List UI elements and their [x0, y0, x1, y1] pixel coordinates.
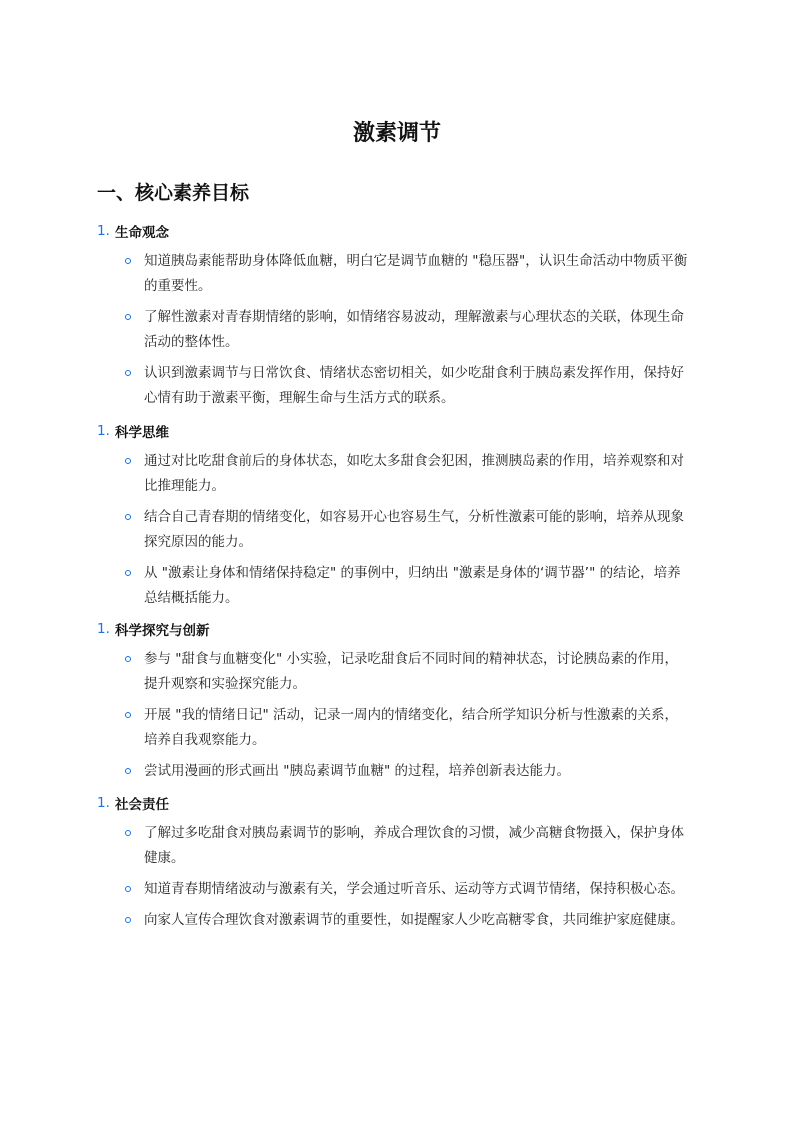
- hollow-circle-bullet-icon: [125, 768, 131, 774]
- hollow-circle-bullet-icon: [125, 458, 131, 464]
- hollow-circle-bullet-icon: [125, 258, 131, 264]
- list-item-text: 从 "激素让身体和情绪保持稳定" 的事例中，归纳出 "激素是身体的‘调节器’" 的结论，培养总结概括能力。: [144, 565, 681, 606]
- list-item: [97, 759, 690, 784]
- list-item-text: 向家人宣传合理饮食对激素调节的重要性，如提醒家人少吃高糖零食，共同维护家庭健康。: [144, 912, 684, 928]
- list-item-text: 了解过多吃甜食对胰岛素调节的影响，养成合理饮食的习惯，减少高糖食物摄入，保护身体健康。: [144, 825, 684, 866]
- list-number: 1.: [97, 621, 110, 637]
- objective-group-life-concept: [97, 219, 697, 411]
- hollow-circle-bullet-icon: [125, 370, 131, 376]
- group-label: 生命观念: [115, 225, 169, 241]
- objective-group-scientific-thinking: [97, 419, 697, 611]
- list-item-text: 知道胰岛素能帮助身体降低血糖，明白它是调节血糖的 "稳压器"，认识生命活动中物质平衡的重要性。: [144, 253, 688, 294]
- section-heading: 一、核心素养目标: [97, 182, 250, 204]
- objective-group-inquiry-innovation: [97, 617, 697, 784]
- list-item: [97, 249, 690, 299]
- list-item: [97, 561, 690, 611]
- list-item-text: 结合自己青春期的情绪变化，如容易开心也容易生气，分析性激素可能的影响，培养从现象探究原因的能力。: [144, 509, 684, 550]
- list-item-text: 尝试用漫画的形式画出 "胰岛素调节血糖" 的过程，培养创新表达能力。: [144, 763, 571, 779]
- objective-group-social-responsibility: [97, 791, 697, 933]
- hollow-circle-bullet-icon: [125, 712, 131, 718]
- list-number: 1.: [97, 223, 110, 239]
- objective-list: [97, 821, 697, 933]
- group-label: 社会责任: [115, 797, 169, 813]
- list-item: [97, 647, 690, 697]
- list-number: 1.: [97, 795, 110, 811]
- list-item-text: 了解性激素对青春期情绪的影响，如情绪容易波动，理解激素与心理状态的关联，体现生命活动的整体性。: [144, 309, 684, 350]
- objective-list: [97, 647, 697, 784]
- list-item: [97, 505, 690, 555]
- hollow-circle-bullet-icon: [125, 656, 131, 662]
- list-item: [97, 449, 690, 499]
- list-item-text: 知道青春期情绪波动与激素有关，学会通过听音乐、运动等方式调节情绪，保持积极心态。: [144, 881, 684, 897]
- group-label: 科学探究与创新: [115, 623, 210, 639]
- group-label: 科学思维: [115, 425, 169, 441]
- hollow-circle-bullet-icon: [125, 917, 131, 923]
- group-title: [97, 617, 697, 641]
- hollow-circle-bullet-icon: [125, 570, 131, 576]
- list-number: 1.: [97, 423, 110, 439]
- hollow-circle-bullet-icon: [125, 886, 131, 892]
- list-item: [97, 703, 690, 753]
- list-item: [97, 877, 690, 902]
- document-title: 激素调节: [352, 121, 441, 146]
- list-item-text: 认识到激素调节与日常饮食、情绪状态密切相关，如少吃甜食利于胰岛素发挥作用，保持好心情有助于激素平衡，理解生命与生活方式的联系。: [144, 365, 684, 406]
- group-title: [97, 219, 697, 243]
- objective-list: [97, 249, 697, 411]
- list-item: [97, 908, 690, 933]
- hollow-circle-bullet-icon: [125, 830, 131, 836]
- group-title: [97, 791, 697, 815]
- list-item: [97, 361, 690, 411]
- list-item-text: 开展 "我的情绪日记" 活动，记录一周内的情绪变化，结合所学知识分析与性激素的关系，培养自我观察能力。: [144, 707, 679, 748]
- list-item: [97, 821, 690, 871]
- hollow-circle-bullet-icon: [125, 314, 131, 320]
- list-item: [97, 305, 690, 355]
- objective-list: [97, 449, 697, 611]
- list-item-text: 参与 "甜食与血糖变化" 小实验，记录吃甜食后不同时间的精神状态，讨论胰岛素的作用，提升观察和实验探究能力。: [144, 651, 679, 692]
- list-item-text: 通过对比吃甜食前后的身体状态，如吃太多甜食会犯困，推测胰岛素的作用，培养观察和对比推理能力。: [144, 453, 684, 494]
- group-title: [97, 419, 697, 443]
- hollow-circle-bullet-icon: [125, 514, 131, 520]
